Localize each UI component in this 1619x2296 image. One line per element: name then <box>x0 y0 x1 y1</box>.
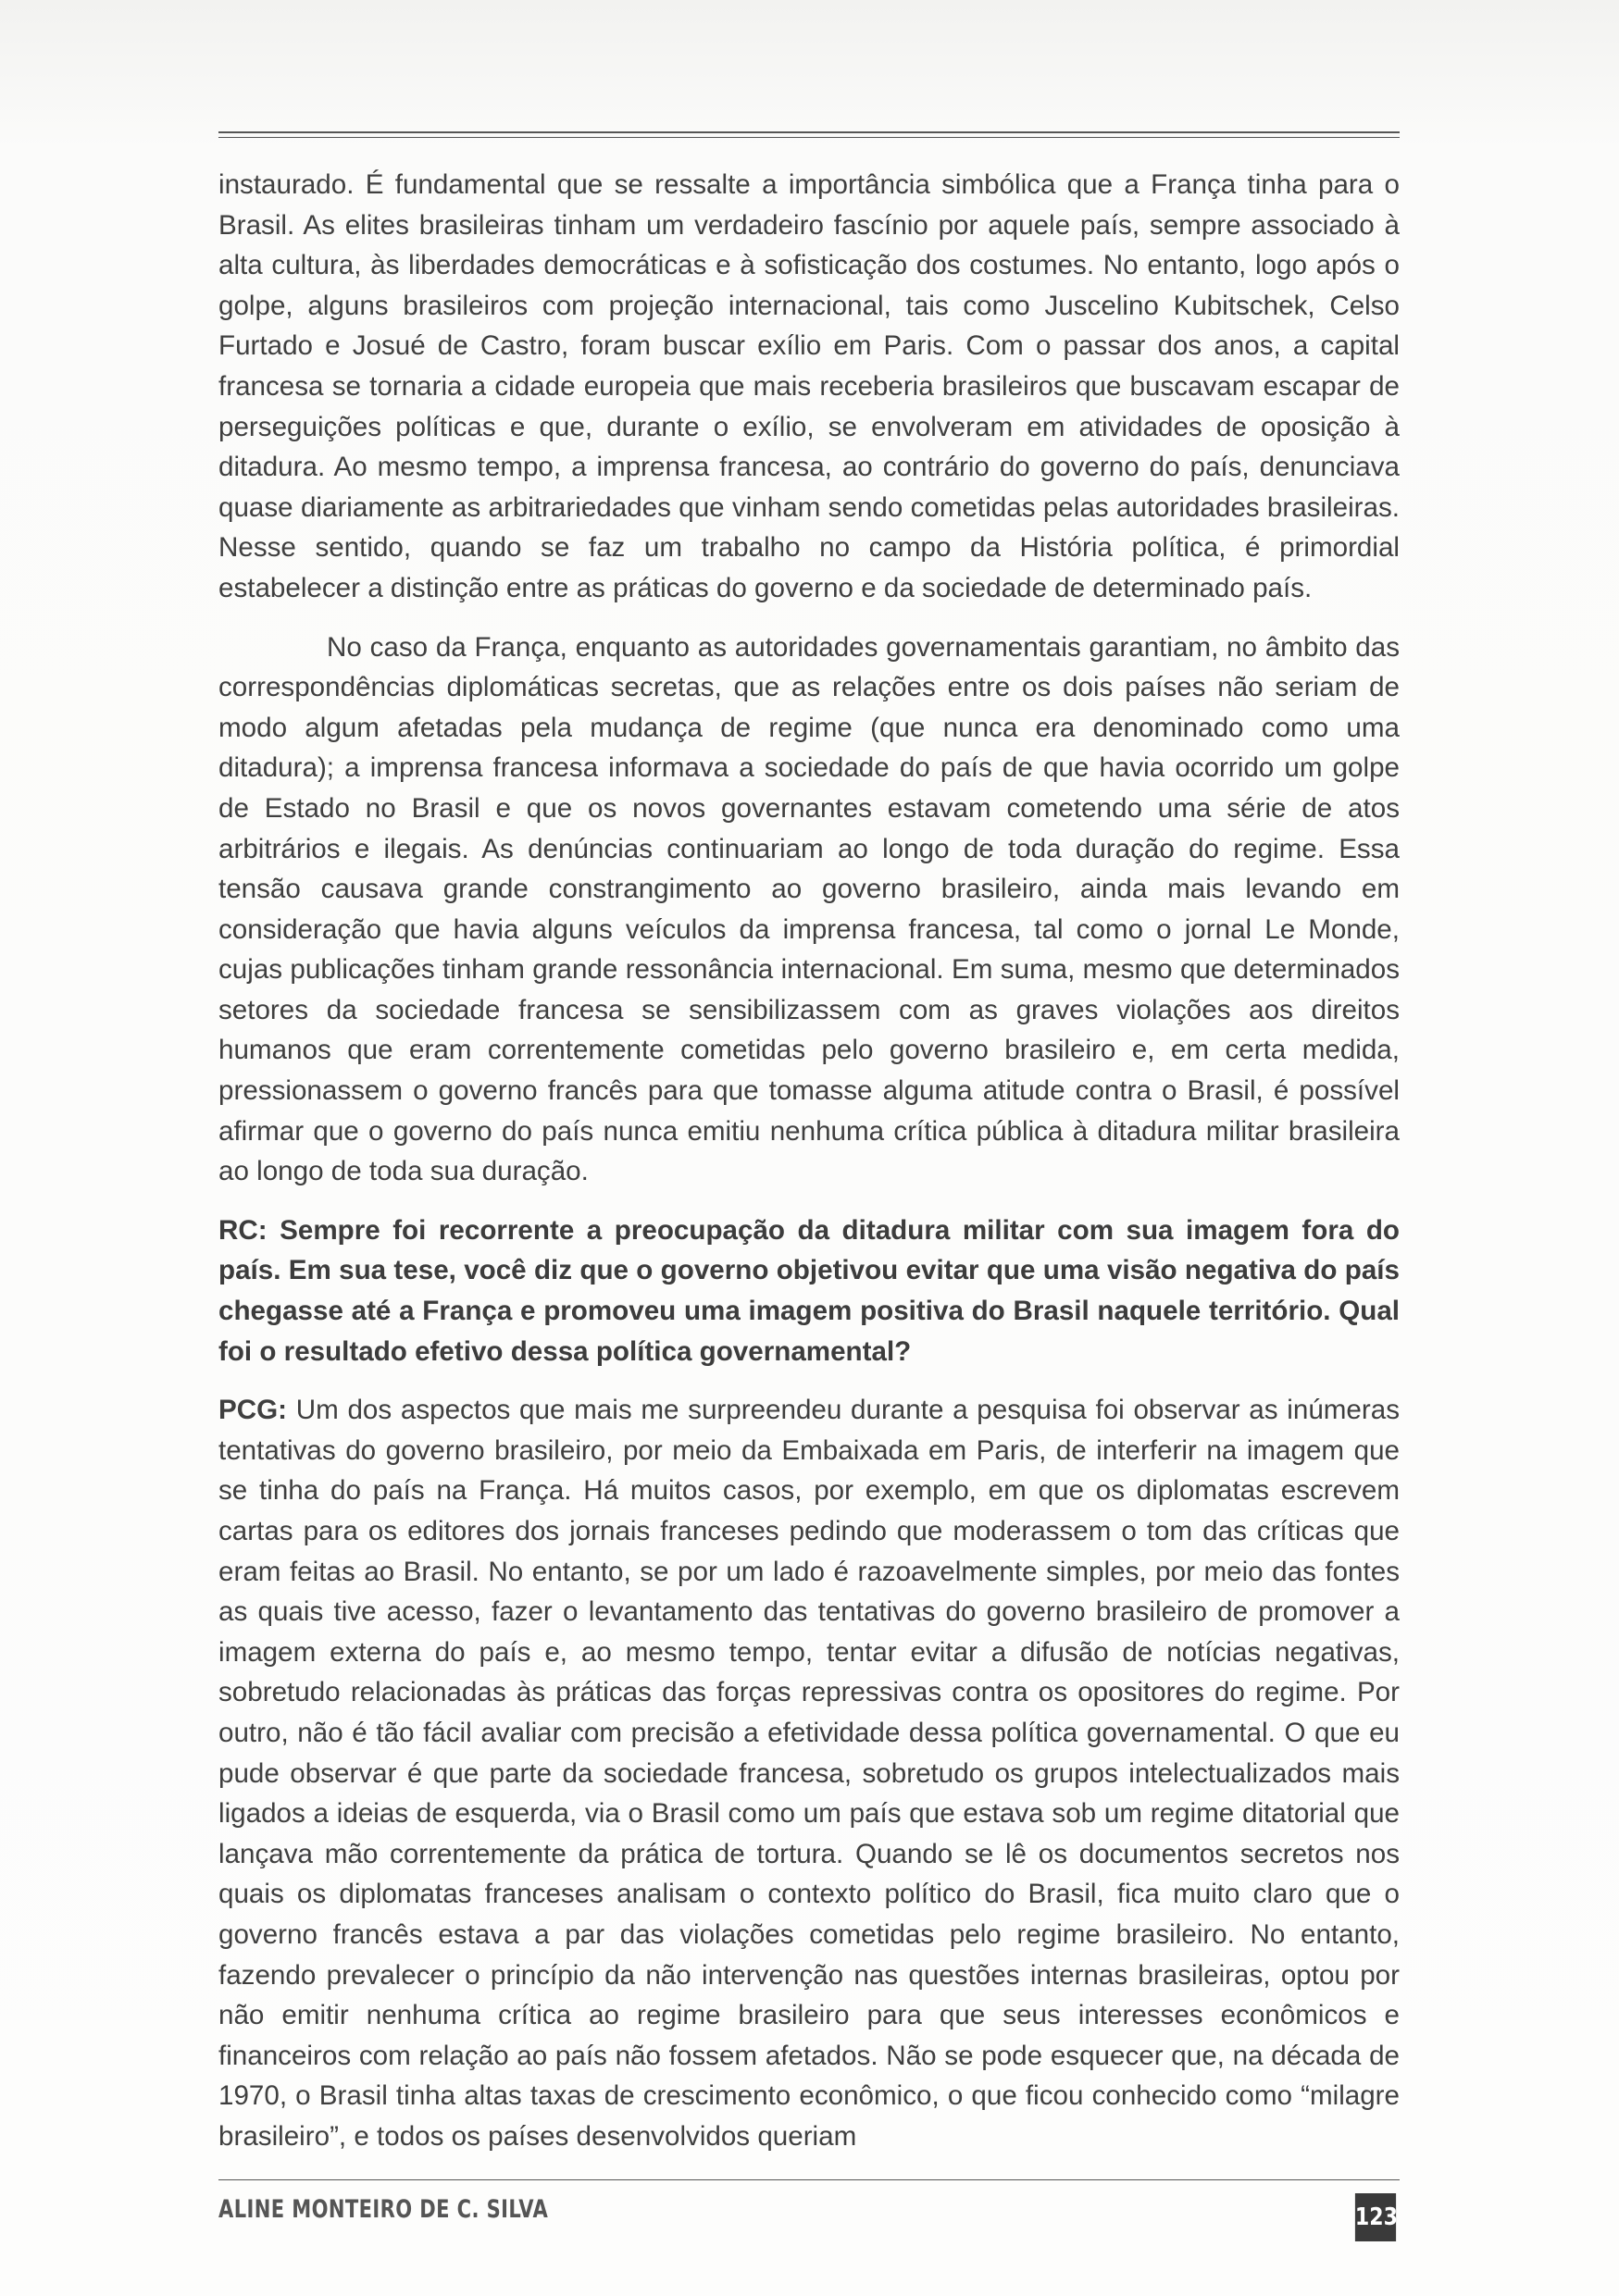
footer-rule <box>218 2179 1400 2180</box>
answer-text: Um dos aspectos que mais me surpreendeu durante a pesquisa foi observar as inúmeras tentativas do governo brasileiro, por meio da Embaixada em Paris, de interferir na imagem que se tinha do país na França. Há muitos casos, por exemplo, em que os diplomatas escrevem cartas para os editores dos jornais franceses pedindo que moderassem o tom das críticas que eram feitas ao Brasil. No entanto, se por um lado é razoavelmente simples, por meio das fontes as quais tive acesso, fazer o levantamento das tentativas do governo brasileiro de promover a imagem externa do país e, ao mesmo tempo, tentar evitar a difusão de notícias negativas, sobretudo relacionadas às práticas das forças repressivas contra os opositores do regime. Por outro, não é tão fácil avaliar com precisão a efetividade dessa política governamental. O que eu pude observar é que parte da sociedade francesa, sobretudo os grupos intelectualizados mais ligados a ideias de esquerda, via o Brasil como um país que estava sob um regime ditatorial que lançava mão correntemente da prática de tortura. Quando se lê os documentos secretos nos quais os diplomatas franceses analisam o contexto político do Brasil, fica muito claro que o governo francês estava a par das violações cometidas pelo regime brasileiro. No entanto, fazendo prevalecer o princípio da não intervenção nas questões internas brasileiras, optou por não emitir nenhuma crítica ao regime brasileiro para que seus interesses econômicos e financeiros com relação ao país não fossem afetados. Não se pode esquecer que, na década de 1970, o Brasil tinha altas taxas de crescimento econômico, o que ficou conhecido como “milagre brasileiro”, e todos os países desenvolvidos queriam <box>218 1395 1400 2152</box>
footer-author: ALINE MONTEIRO DE C. SILVA <box>218 2195 549 2224</box>
paragraph-1: instaurado. É fundamental que se ressalte a importância simbólica que a França tinha para o Brasil. As elites brasileiras tinham um verdadeiro fascínio por aquele país, sempre associado à alta cultura, às liberdades democráticas e à sofisticação dos costumes. No entanto, logo após o golpe, alguns brasileiros com projeção internacional, tais como Juscelino Kubitschek, Celso Furtado e Josué de Castro, foram buscar exílio em Paris. Com o passar dos anos, a capital francesa se tornaria a cidade europeia que mais receberia brasileiros que buscavam escapar de perseguições políticas e que, durante o exílio, se envolveram em atividades de oposição à ditadura. Ao mesmo tempo, a imprensa francesa, ao contrário do governo do país, denunciava quase diariamente as arbitrariedades que vinham sendo cometidas pelas autoridades brasileiras. Nesse sentido, quando se faz um trabalho no campo da História política, é primordial estabelecer a distinção entre as práticas do governo e da sociedade de determinado país. <box>218 169 1400 603</box>
interview-answer <box>218 1390 1400 2156</box>
answer-speaker: PCG: <box>218 1395 287 1426</box>
interview-question: RC: Sempre foi recorrente a preocupação da ditadura militar com sua imagem fora do país. Em sua tese, você diz que o governo objetivou evitar que uma visão negativa do país chegasse até a França e promoveu uma imagem positiva do Brasil naquele território. Qual foi o resultado efetivo dessa política governamental? <box>218 1214 1400 1367</box>
page-number: 123 <box>1355 2193 1396 2241</box>
paragraph-2: No caso da França, enquanto as autoridades governamentais garantiam, no âmbito das correspondências diplomáticas secretas, que as relações entre os dois países não seriam de modo algum afetadas pela mudança de regime (que nunca era denominado como uma ditadura); a imprensa francesa informava a sociedade do país de que havia ocorrido um golpe de Estado no Brasil e que os novos governantes estavam cometendo uma série de atos arbitrários e ilegais. As denúncias continuariam ao longo de toda duração do regime. Essa tensão causava grande constrangimento ao governo brasileiro, ainda mais levando em consideração que havia alguns veículos da imprensa francesa, tal como o jornal Le Monde, cujas publicações tinham grande ressonância internacional. Em suma, mesmo que determinados setores da sociedade francesa se sensibilizassem com as graves violações aos direitos humanos que eram correntemente cometidas pelo governo brasileiro e, em certa medida, pressionassem o governo francês para que tomasse alguma atitude contra o Brasil, é possível afirmar que o governo do país nunca emitiu nenhuma crítica pública à ditadura militar brasileira ao longo de toda sua duração. <box>218 631 1400 1187</box>
header-rule <box>218 131 1400 138</box>
article-body <box>218 165 1400 2176</box>
